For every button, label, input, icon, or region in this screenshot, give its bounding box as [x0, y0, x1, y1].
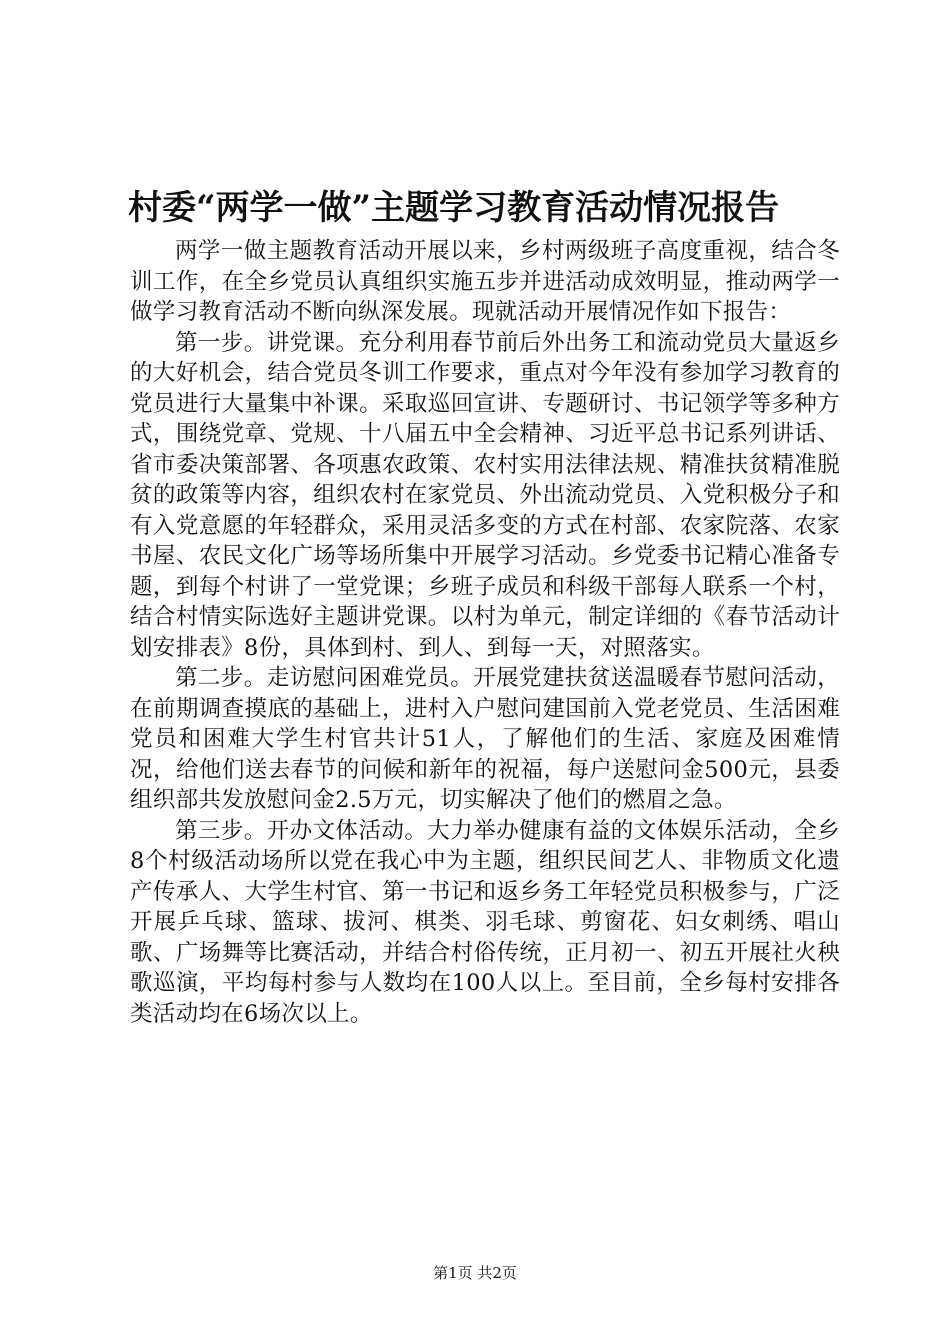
paragraph-intro: 两学一做主题教育活动开展以来，乡村两级班子高度重视，结合冬训工作，在全乡党员认真组织实施五步并进活动成效明显，推动两学一做学习教育活动不断向纵深发展。现就活动开展情况作如下报告： — [130, 238, 840, 325]
document-body — [130, 236, 840, 1029]
page-number-footer: 第1页 共2页 — [433, 1264, 517, 1282]
paragraph-step-two: 第二步。走访慰问困难党员。开展党建扶贫送温暖春节慰问活动，在前期调查摸底的基础上，进村入户慰问建国前入党老党员、生活困难党员和困难大学生村官共计51人，了解他们的生活、家庭及困难情况，给他们送去春节的问候和新年的祝福，每户送慰问金500元，县委组织部共发放慰问金2.5万元，切实解决了他们的燃眉之急。 — [130, 665, 840, 813]
paragraph-step-three: 第三步。开办文体活动。大力举办健康有益的文体娱乐活动，全乡8个村级活动场所以党在我心中为主题，组织民间艺人、非物质文化遗产传承人、大学生村官、第一书记和返乡务工年轻党员积极参与，广泛开展乒乓球、篮球、拔河、棋类、羽毛球、剪窗花、妇女刺绣、唱山歌、广场舞等比赛活动，并结合村俗传统，正月初一、初五开展社火秧歌巡演，平均每村参与人数均在100人以上。至目前，全乡每村安排各类活动均在6场次以上。 — [130, 817, 840, 1027]
document-title: 村委“两学一做”主题学习教育活动情况报告 — [128, 188, 780, 228]
paragraph-step-one: 第一步。讲党课。充分利用春节前后外出务工和流动党员大量返乡的大好机会，结合党员冬训工作要求，重点对今年没有参加学习教育的党员进行大量集中补课。采取巡回宣讲、专题研讨、书记领学等多种方式，围绕党章、党规、十八届五中全会精神、习近平总书记系列讲话、省市委决策部署、各项惠农政策、农村实用法律法规、精准扶贫精准脱贫的政策等内容，组织农村在家党员、外出流动党员、入党积极分子和有入党意愿的年轻群众，采用灵活多变的方式在村部、农家院落、农家书屋、农民文化广场等场所集中开展学习活动。乡党委书记精心准备专题，到每个村讲了一堂党课；乡班子成员和科级干部每人联系一个村，结合村情实际选好主题讲党课。以村为单元，制定详细的《春节活动计划安排表》8份，具体到村、到人、到每一天，对照落实。 — [130, 329, 840, 661]
